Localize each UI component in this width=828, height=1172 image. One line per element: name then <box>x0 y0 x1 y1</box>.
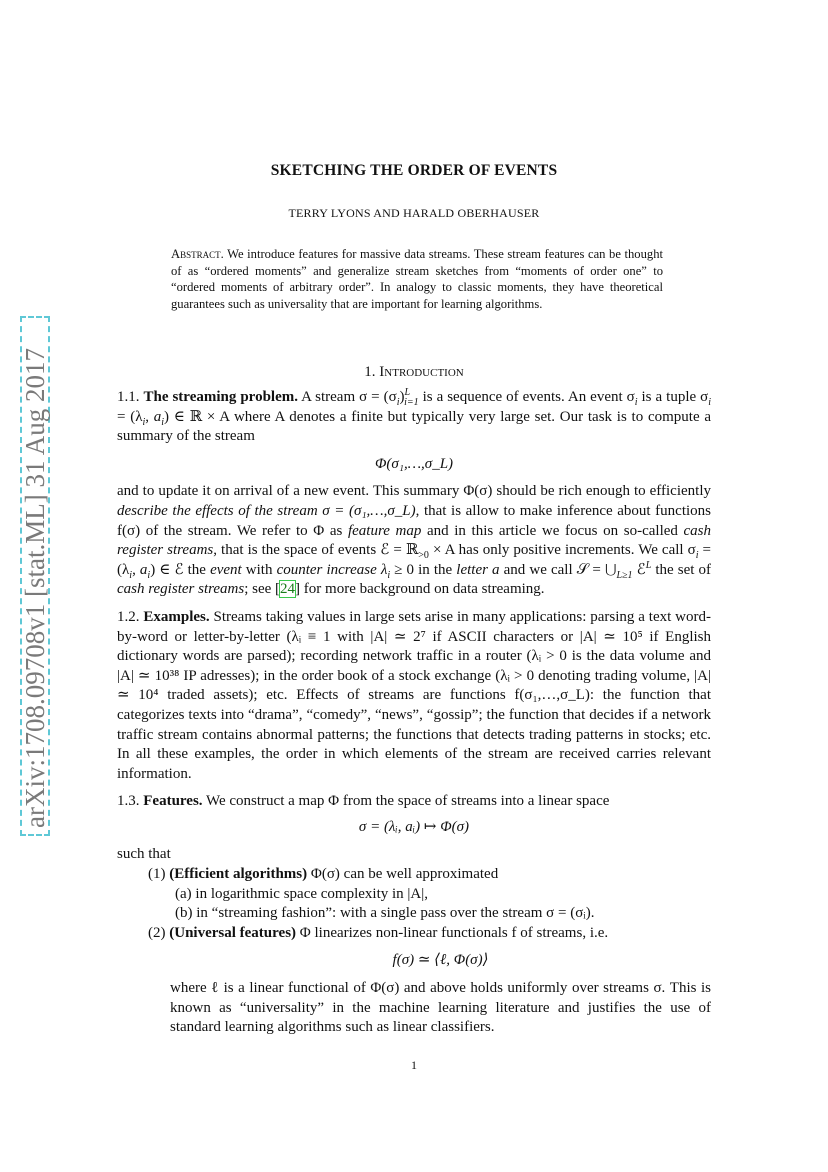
emphasis: cash register streams <box>117 581 245 598</box>
equation-universality: f(σ) ≃ ⟨ℓ, Φ(σ)⟩ <box>392 952 489 969</box>
page-number: 1 <box>411 1058 417 1072</box>
citation-link[interactable]: 24 <box>280 581 296 598</box>
text-run: is a tuple σ <box>637 389 709 405</box>
list-item <box>117 924 711 944</box>
list-item-number: (1) <box>148 866 166 883</box>
section-title: Introduction <box>379 364 464 380</box>
subsection-number: 1.1. <box>117 389 140 405</box>
emphasis: letter a <box>456 561 500 578</box>
text-run: and we call 𝒮 = ⋃ <box>499 561 617 578</box>
text-run: the set of <box>651 561 712 578</box>
text-run: A stream σ = (σ <box>301 389 397 405</box>
text-run: Φ(σ) can be well approximated <box>307 866 499 883</box>
paragraph-summary: and to update it on arrival of a new event. This summary Φ(σ) should be rich enough to efficiently describe the effects of the stream σ = (σ₁,…,σ_L), that is allow to make inference about functions f(σ) of the stream. We refer to Φ as feature map and in this article we focus on so-called cash register streams, that is the space of events ℰ = ℝ$_{>0}$ × A has only positive increments. We call $\sigma_i = (\lambda_i$, $a_i$) ∈ ℰ the event with counter increase $\lambda_i \ge 0$ in the letter a and we call 𝒮 = $⋃_{L\ge 1}$ ℰ$^L$ the set of cash register streams; see [24] for more background on data streaming. <box>117 483 712 598</box>
section-heading <box>0 364 828 381</box>
emphasis: cash register streams <box>117 522 712 559</box>
text-run: is a sequence of events. An event σ <box>418 389 635 405</box>
text-run: Streams taking values in large sets arise in many applications: parsing a text word-by-word or letter-by-letter (λᵢ ≡ 1 with |A| ≃ 2⁷ if ASCII characters or |A| ≃ 10⁵ if English dictionary words are parsed); recording network traffic in a router (λᵢ > 0 is the data volume and |A| ≃ 10³⁸ IP adresses); in the order book of a stock exchange (λᵢ > 0 denoting trading volume, |A| ≃ 10⁴ traded assets); etc. Effects of streams are functions f(σ₁,…,σ_L): the function that categorizes texts into “drama”, “comedy”, “news”, “gossip”; the function that decides if a network traffic stream contains abnormal patterns; the functions that detects trading patterns in stocks; etc. In all these examples, the order in which elements of the stream are received carries relevant information. <box>117 608 711 782</box>
list-subitem: (b) in “streaming fashion”: with a single pass over the stream σ = (σᵢ). <box>175 905 595 922</box>
arxiv-identifier-stamp[interactable]: arXiv:1708.09708v1 [stat.ML] 31 Aug 2017 <box>20 316 50 836</box>
text-run: × A has only positive increments. We call σ <box>428 542 696 559</box>
text-run: , that is allow to make inference about functions f(σ) of the stream. We refer to Φ as <box>117 502 711 539</box>
text-run: We construct a map Φ from the space of streams into a linear space <box>206 793 610 810</box>
subsection-title: The streaming problem. <box>143 389 298 405</box>
text-run: ] for more background on data streaming. <box>295 581 545 598</box>
list-subitem: (a) in logarithmic space complexity in |A|, <box>175 885 429 902</box>
subsection-number: 1.3. <box>117 793 140 810</box>
text-run: ℰ <box>632 561 646 578</box>
abstract-label: Abstract. <box>171 247 224 261</box>
list-item <box>117 865 711 885</box>
such-that-text: such that <box>117 846 171 863</box>
text-run: , that is the space of events ℰ = ℝ <box>213 542 419 559</box>
abstract <box>171 246 663 312</box>
list-item-continuation: where ℓ is a linear functional of Φ(σ) and above holds uniformly over streams σ. This is known as “universality” in the machine learning literature and justifies the use of standard learning algorithms such as linear classifiers. <box>170 980 711 1036</box>
text-run: = (λ <box>117 408 143 425</box>
subsection-number: 1.2. <box>117 608 140 625</box>
text-run: ) ∈ ℝ × A where A denotes a finite but typically very large set. Our task is to compute a summary of the stream <box>117 408 711 445</box>
emphasis: describe the effects of the stream σ = (σ₁,…,σ_L) <box>117 502 416 519</box>
list-item-title: (Universal features) <box>169 924 297 941</box>
text-run: ) ∈ ℰ the <box>150 561 211 578</box>
subsection-title: Examples. <box>143 608 210 625</box>
paragraph-examples <box>117 608 711 784</box>
body-text <box>117 388 711 1038</box>
text-run: and to update it on arrival of a new event. This summary Φ(σ) should be rich enough to efficiently <box>117 483 711 500</box>
text-run: with <box>241 561 277 578</box>
equation-feature-map: σ = (λᵢ, aᵢ) ↦ Φ(σ) <box>358 818 470 835</box>
paper-title: SKETCHING THE ORDER OF EVENTS <box>270 162 558 179</box>
text-run: and in this article we focus on so-called <box>421 522 684 539</box>
list-item-number: (2) <box>148 924 166 941</box>
text-run: ; see [ <box>244 581 281 598</box>
paragraph-streaming-problem: 1.1. The streaming problem. A stream $\sigma = (\sigma_i)^L_{i=1}$ is a sequence of events. An event $\sigma_i$ is a tuple $\sigma_i = (\lambda_i$, $a_i$) ∈ ℝ × A where A denotes a finite but typically very large set. Our task is to compute a summary of the stream <box>117 387 711 445</box>
emphasis: feature map <box>347 522 422 539</box>
paragraph-features <box>117 792 711 812</box>
text-run: ≥ 0 in the <box>390 561 457 578</box>
emphasis: event <box>210 561 242 578</box>
section-number: 1. <box>364 364 376 380</box>
text-run: = (λ <box>117 542 711 578</box>
abstract-text: We introduce features for massive data streams. These stream features can be thought of as “ordered moments” and generalize stream sketches from “moments of order one” to “ordered moments of arbitrary order”. In analogy to classic moments, they have theoretical guarantees such as universality that are important for learning algorithms. <box>171 247 663 311</box>
requirements-list <box>117 865 711 1038</box>
subsection-title: Features. <box>143 793 203 810</box>
list-item-title: (Efficient algorithms) <box>169 866 308 883</box>
equation-summary: Φ(σ₁,…,σ_L) <box>374 455 454 472</box>
paper-authors: TERRY LYONS AND HARALD OBERHAUSER <box>288 206 540 220</box>
emphasis: counter increase <box>276 561 377 578</box>
text-run: Φ linearizes non-linear functionals f of streams, i.e. <box>296 924 609 941</box>
